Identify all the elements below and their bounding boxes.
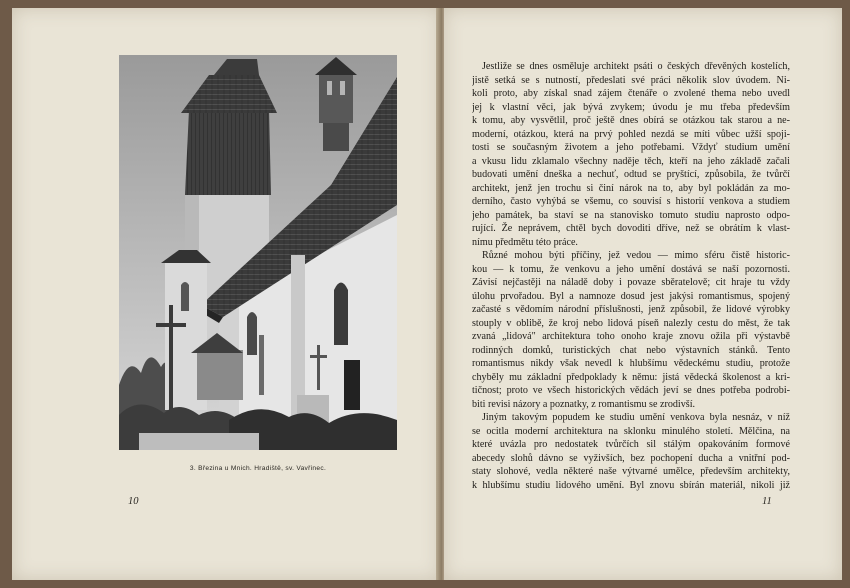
- text-line: nímu předmětu této práce.: [472, 236, 578, 248]
- text-line: k hlubšímu studiu lidového umění. Byl znovu sbírán materiál, nikoli již: [472, 479, 790, 491]
- text-line: Jestliže se dnes osměluje architekt psáti o českých dřevěných kostelích,: [482, 61, 790, 72]
- text-line: rodinných domků, turistických chat nebo výstavních stánků. Tento: [472, 344, 790, 356]
- text-line: a vkusu lidu zklamalo všechny naděje těch, kteří na jeho základě začali: [472, 155, 790, 167]
- text-line: romantismus nikdy však nevedl k hlubšímu vědeckému studiu, protože: [472, 358, 790, 369]
- church-illustration: [119, 55, 397, 450]
- text-line: k tomu, aby vysvětlil, proč ještě dnes obírá se otázkou tak starou a ne-: [472, 115, 790, 126]
- text-line: jeho památek, ba staví se na stanovisko tomuto studiu naprosto odpo-: [472, 209, 790, 221]
- text-line: rující. Že neprávem, chtěl bych dovoditi dříve, než se obrátím k vlast-: [472, 223, 790, 234]
- text-line: začasté s vědomím národní příslušnosti, jenž způsobil, že lidové výrobky: [472, 304, 790, 315]
- text-line: tosti se současným životem a jeho potřebami. Vždyť studium umění: [472, 142, 790, 153]
- text-line: architekt, jenž jen trochu si činí nárok na to, aby byl pokládán za mo-: [472, 182, 790, 194]
- text-line: stouply v oblibě, že kroj nebo lidová píseň nalezly cestu do měst, že tak: [472, 317, 790, 329]
- text-line: kou — k tomu, že venkovu a jeho umění dostává se naší pozornosti.: [472, 263, 790, 275]
- text-line: biti revisi názory a poznatky, z romantismu se zrodivší.: [472, 398, 696, 410]
- photo-caption: 3. Březina u Mnich. Hradiště, sv. Vavřinec.: [189, 465, 327, 472]
- right-page-number: 11: [762, 496, 772, 507]
- paragraph: [472, 249, 790, 411]
- body-text: [472, 60, 790, 492]
- text-line: Jiným takovým popudem ke studiu umění venkova byla nesnáz, v níž: [482, 412, 790, 423]
- church-photograph: [119, 55, 397, 450]
- text-line: úlohu prvořadou. Byl a namnoze dosud jest jakýsi romantismus, spojený: [472, 290, 790, 302]
- text-line: jistě setká se s nutností, předeslati své práci několik slov úvodem. Ni-: [472, 74, 790, 86]
- text-line: které uvázla pro nedostatek tvůrčích sil stálým opakováním formové: [472, 439, 790, 450]
- text-line: Různé mohou býti příčiny, jež vedou — mimo sféru čistě historic-: [482, 250, 790, 261]
- paragraph: [472, 411, 790, 492]
- text-line: budovati umění dneška a nechuť, odtud se pryštící, způsobila, že tvůrčí: [472, 169, 790, 180]
- left-page: [12, 8, 440, 580]
- left-page-number: 10: [128, 496, 139, 507]
- text-line: se ocitla moderní architektura na sklonku minulého století. Mělčina, na: [472, 425, 790, 437]
- paragraph: [472, 60, 790, 249]
- text-line: moderní, otázkou, která na prvý pohled nezdá se míti vůbec užší spoji-: [472, 128, 790, 140]
- text-line: staty slohové, vedla některé naše výtvarné umělce, především architekty,: [472, 466, 790, 477]
- text-line: zvaná „lidová" architektura toho onoho kraje znovu ožila při výstavbě: [472, 331, 790, 342]
- right-page: [444, 8, 842, 580]
- text-line: derního, často vyhýbá se všemu, co souvisí s historií venkova a studiem: [472, 196, 790, 207]
- text-line: tičnost; proto ve všech historických vědách jeví se dnes potřeba podrobi-: [472, 385, 790, 396]
- text-line: jej k vlastní věci, jak bývá zvykem; úvodu je mu třeba především: [472, 101, 790, 113]
- text-line: Závisí nejčastěji na náladě doby i povaze sběratelově; cit hraje tu vždy: [472, 277, 790, 288]
- text-line: chyběly mu základní předpoklady k němu: jistá vědecká školenost a kri-: [472, 371, 790, 383]
- text-line: koli proto, aby získal snad zájem čtenáře o zvolené thema nebo uvedl: [472, 88, 790, 99]
- text-line: abecedy slohů dávno se vyživších, bez pochopení ducha a vnitřní pod-: [472, 452, 790, 464]
